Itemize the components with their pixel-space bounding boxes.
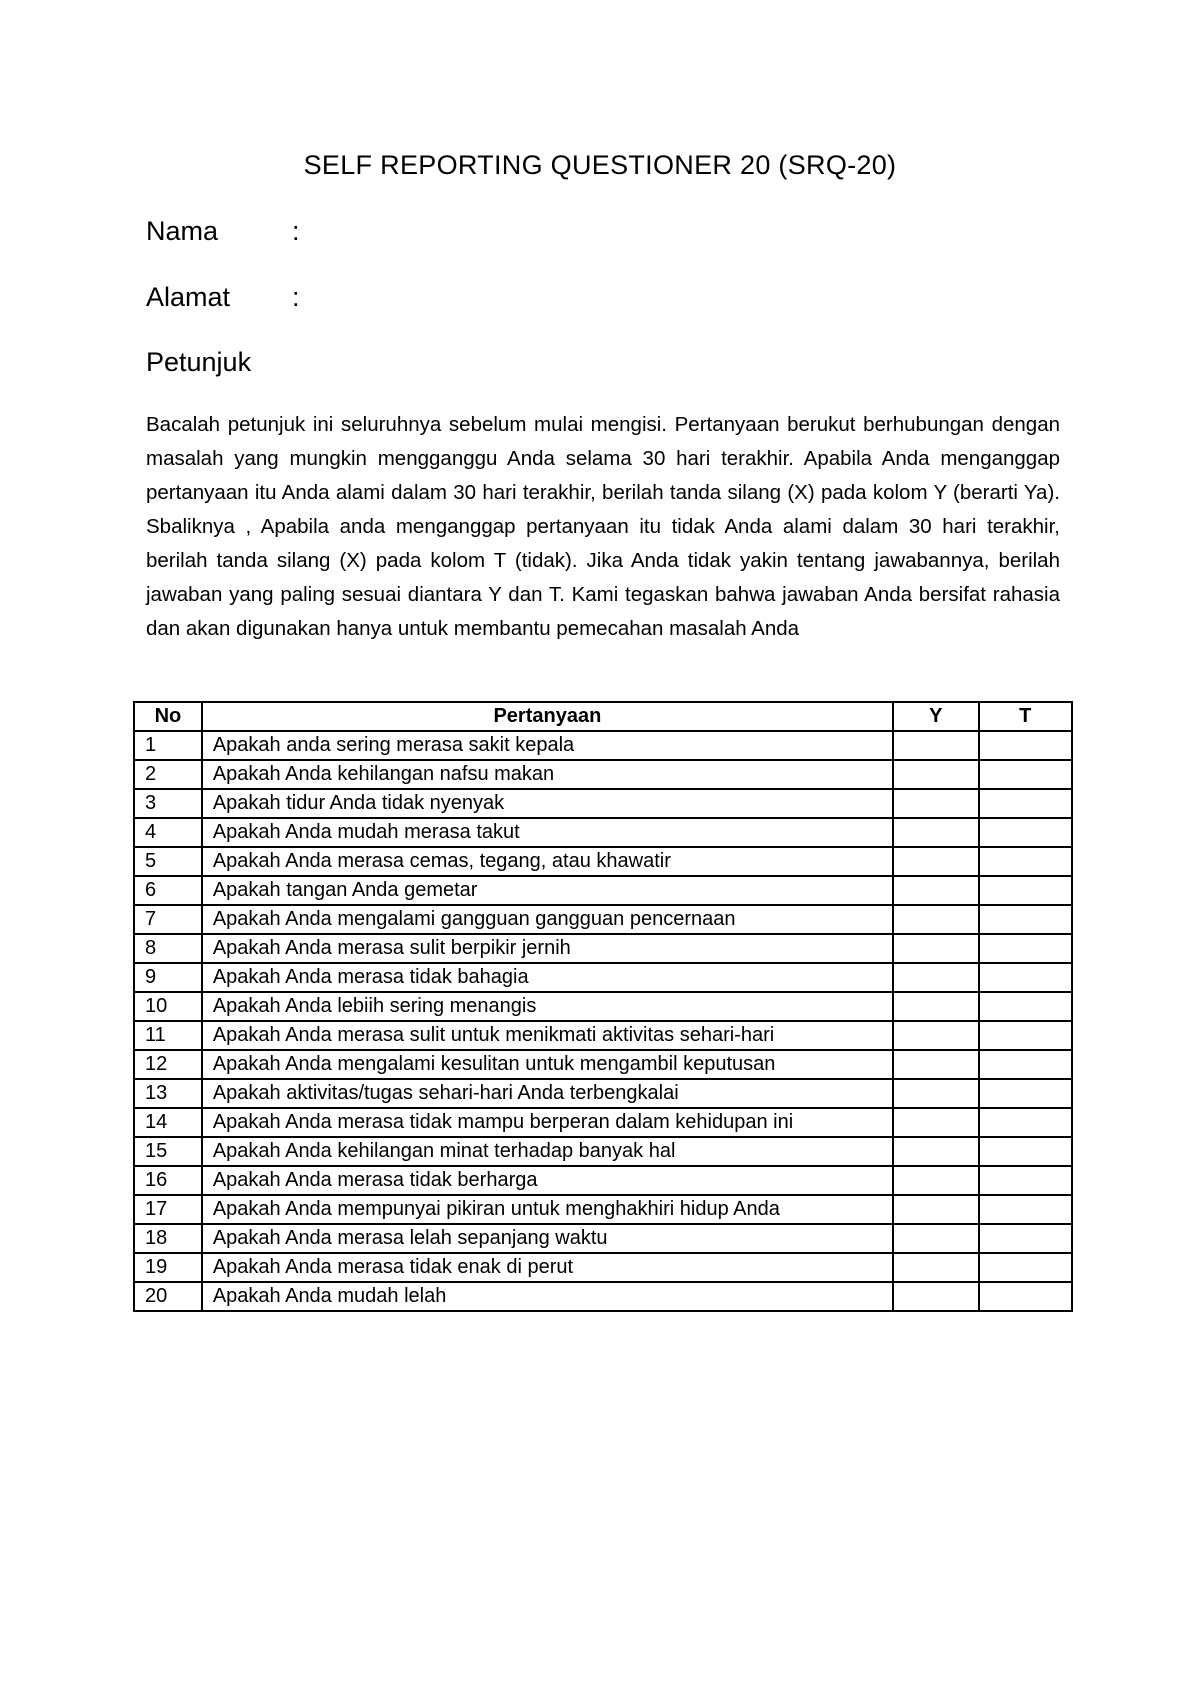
question-number: 8: [134, 934, 202, 963]
question-number: 2: [134, 760, 202, 789]
question-number: 10: [134, 992, 202, 1021]
nama-label: Nama: [146, 216, 219, 246]
answer-y-cell[interactable]: [893, 905, 979, 934]
question-text: Apakah Anda mudah lelah: [202, 1282, 893, 1311]
table-row: [134, 789, 1072, 818]
question-text: Apakah Anda merasa lelah sepanjang waktu: [202, 1224, 893, 1253]
answer-t-cell[interactable]: [979, 789, 1072, 818]
answer-y-cell[interactable]: [893, 1079, 979, 1108]
answer-t-cell[interactable]: [979, 1021, 1072, 1050]
question-text: Apakah anda sering merasa sakit kepala: [202, 731, 893, 760]
answer-t-cell[interactable]: [979, 876, 1072, 905]
document-title: SELF REPORTING QUESTIONER 20 (SRQ-20): [303, 150, 897, 180]
answer-t-cell[interactable]: [979, 818, 1072, 847]
answer-t-cell[interactable]: [979, 760, 1072, 789]
question-text: Apakah Anda kehilangan nafsu makan: [202, 760, 893, 789]
question-number: 15: [134, 1137, 202, 1166]
table-row: [134, 1282, 1072, 1311]
answer-t-cell[interactable]: [979, 1108, 1072, 1137]
table-row: [134, 818, 1072, 847]
answer-y-cell[interactable]: [893, 1021, 979, 1050]
question-text: Apakah tangan Anda gemetar: [202, 876, 893, 905]
question-number: 4: [134, 818, 202, 847]
answer-y-cell[interactable]: [893, 1195, 979, 1224]
question-number: 12: [134, 1050, 202, 1079]
question-number: 19: [134, 1253, 202, 1282]
table-row: [134, 1137, 1072, 1166]
answer-y-cell[interactable]: [893, 1224, 979, 1253]
question-text: Apakah Anda merasa tidak berharga: [202, 1166, 893, 1195]
table-header-row: [134, 702, 1072, 731]
answer-t-cell[interactable]: [979, 731, 1072, 760]
answer-t-cell[interactable]: [979, 1224, 1072, 1253]
table-row: [134, 760, 1072, 789]
answer-t-cell[interactable]: [979, 992, 1072, 1021]
table-row: [134, 934, 1072, 963]
nama-field[interactable]: [146, 216, 300, 247]
answer-y-cell[interactable]: [893, 760, 979, 789]
petunjuk-heading: Petunjuk: [146, 347, 252, 377]
question-number: 16: [134, 1166, 202, 1195]
questionnaire-table: [133, 701, 1073, 1312]
answer-y-cell[interactable]: [893, 789, 979, 818]
question-text: Apakah Anda mudah merasa takut: [202, 818, 893, 847]
answer-t-cell[interactable]: [979, 1166, 1072, 1195]
question-text: Apakah Anda mengalami kesulitan untuk mengambil keputusan: [202, 1050, 893, 1079]
question-number: 7: [134, 905, 202, 934]
question-text: Apakah Anda merasa cemas, tegang, atau khawatir: [202, 847, 893, 876]
question-text: Apakah Anda merasa tidak mampu berperan dalam kehidupan ini: [202, 1108, 893, 1137]
question-text: Apakah Anda merasa tidak bahagia: [202, 963, 893, 992]
table-row: [134, 1166, 1072, 1195]
answer-t-cell[interactable]: [979, 1079, 1072, 1108]
answer-y-cell[interactable]: [893, 1166, 979, 1195]
answer-y-cell[interactable]: [893, 963, 979, 992]
answer-t-cell[interactable]: [979, 934, 1072, 963]
answer-t-cell[interactable]: [979, 1282, 1072, 1311]
nama-separator: :: [292, 216, 300, 246]
table-row: [134, 963, 1072, 992]
question-text: Apakah Anda mengalami gangguan gangguan pencernaan: [202, 905, 893, 934]
table-row: [134, 1079, 1072, 1108]
table-row: [134, 1253, 1072, 1282]
answer-y-cell[interactable]: [893, 876, 979, 905]
header-pertanyaan: Pertanyaan: [202, 702, 893, 731]
question-number: 13: [134, 1079, 202, 1108]
table-row: [134, 731, 1072, 760]
table-row: [134, 1224, 1072, 1253]
answer-y-cell[interactable]: [893, 731, 979, 760]
table-row: [134, 1108, 1072, 1137]
question-text: Apakah Anda merasa tidak enak di perut: [202, 1253, 893, 1282]
answer-t-cell[interactable]: [979, 847, 1072, 876]
table-row: [134, 847, 1072, 876]
instructions-paragraph: Bacalah petunjuk ini seluruhnya sebelum mulai mengisi. Pertanyaan berukut berhubungan dengan masalah yang mungkin mengganggu Anda selama 30 hari terakhir. Apabila Anda menganggap pertanyaan itu Anda alami dalam 30 hari terakhir, berilah tanda silang (X) pada kolom Y (berarti Ya). Sbaliknya , Apabila anda menganggap pertanyaan itu tidak Anda alami dalam 30 hari terakhir, berilah tanda silang (X) pada kolom T (tidak). Jika Anda tidak yakin tentang jawabannya, berilah jawaban yang paling sesuai diantara Y dan T. Kami tegaskan bahwa jawaban Anda bersifat rahasia dan akan digunakan hanya untuk membantu pemecahan masalah Anda: [146, 413, 1060, 640]
question-text: Apakah tidur Anda tidak nyenyak: [202, 789, 893, 818]
answer-y-cell[interactable]: [893, 1108, 979, 1137]
question-number: 6: [134, 876, 202, 905]
answer-y-cell[interactable]: [893, 992, 979, 1021]
header-no: No: [134, 702, 202, 731]
question-number: 18: [134, 1224, 202, 1253]
table-row: [134, 1021, 1072, 1050]
answer-t-cell[interactable]: [979, 1195, 1072, 1224]
question-text: Apakah Anda merasa sulit berpikir jernih: [202, 934, 893, 963]
question-text: Apakah Anda merasa sulit untuk menikmati aktivitas sehari-hari: [202, 1021, 893, 1050]
table-row: [134, 876, 1072, 905]
question-number: 5: [134, 847, 202, 876]
table-row: [134, 1050, 1072, 1079]
answer-y-cell[interactable]: [893, 818, 979, 847]
question-text: Apakah Anda lebiih sering menangis: [202, 992, 893, 1021]
answer-y-cell[interactable]: [893, 1282, 979, 1311]
question-number: 11: [134, 1021, 202, 1050]
table-body: [134, 731, 1072, 1311]
answer-y-cell[interactable]: [893, 934, 979, 963]
question-number: 20: [134, 1282, 202, 1311]
alamat-label: Alamat: [146, 282, 231, 312]
answer-y-cell[interactable]: [893, 1253, 979, 1282]
question-number: 14: [134, 1108, 202, 1137]
answer-t-cell[interactable]: [979, 1137, 1072, 1166]
question-number: 9: [134, 963, 202, 992]
answer-t-cell[interactable]: [979, 963, 1072, 992]
table-row: [134, 992, 1072, 1021]
answer-y-cell[interactable]: [893, 1050, 979, 1079]
question-number: 1: [134, 731, 202, 760]
question-text: Apakah Anda kehilangan minat terhadap banyak hal: [202, 1137, 893, 1166]
answer-t-cell[interactable]: [979, 905, 1072, 934]
table-row: [134, 905, 1072, 934]
alamat-separator: :: [292, 282, 300, 312]
header-y: Y: [893, 702, 979, 731]
question-text: Apakah Anda mempunyai pikiran untuk menghakhiri hidup Anda: [202, 1195, 893, 1224]
header-t: T: [979, 702, 1072, 731]
question-text: Apakah aktivitas/tugas sehari-hari Anda terbengkalai: [202, 1079, 893, 1108]
answer-y-cell[interactable]: [893, 847, 979, 876]
question-number: 17: [134, 1195, 202, 1224]
answer-t-cell[interactable]: [979, 1253, 1072, 1282]
alamat-field[interactable]: [146, 282, 300, 313]
question-number: 3: [134, 789, 202, 818]
answer-t-cell[interactable]: [979, 1050, 1072, 1079]
answer-y-cell[interactable]: [893, 1137, 979, 1166]
table-row: [134, 1195, 1072, 1224]
